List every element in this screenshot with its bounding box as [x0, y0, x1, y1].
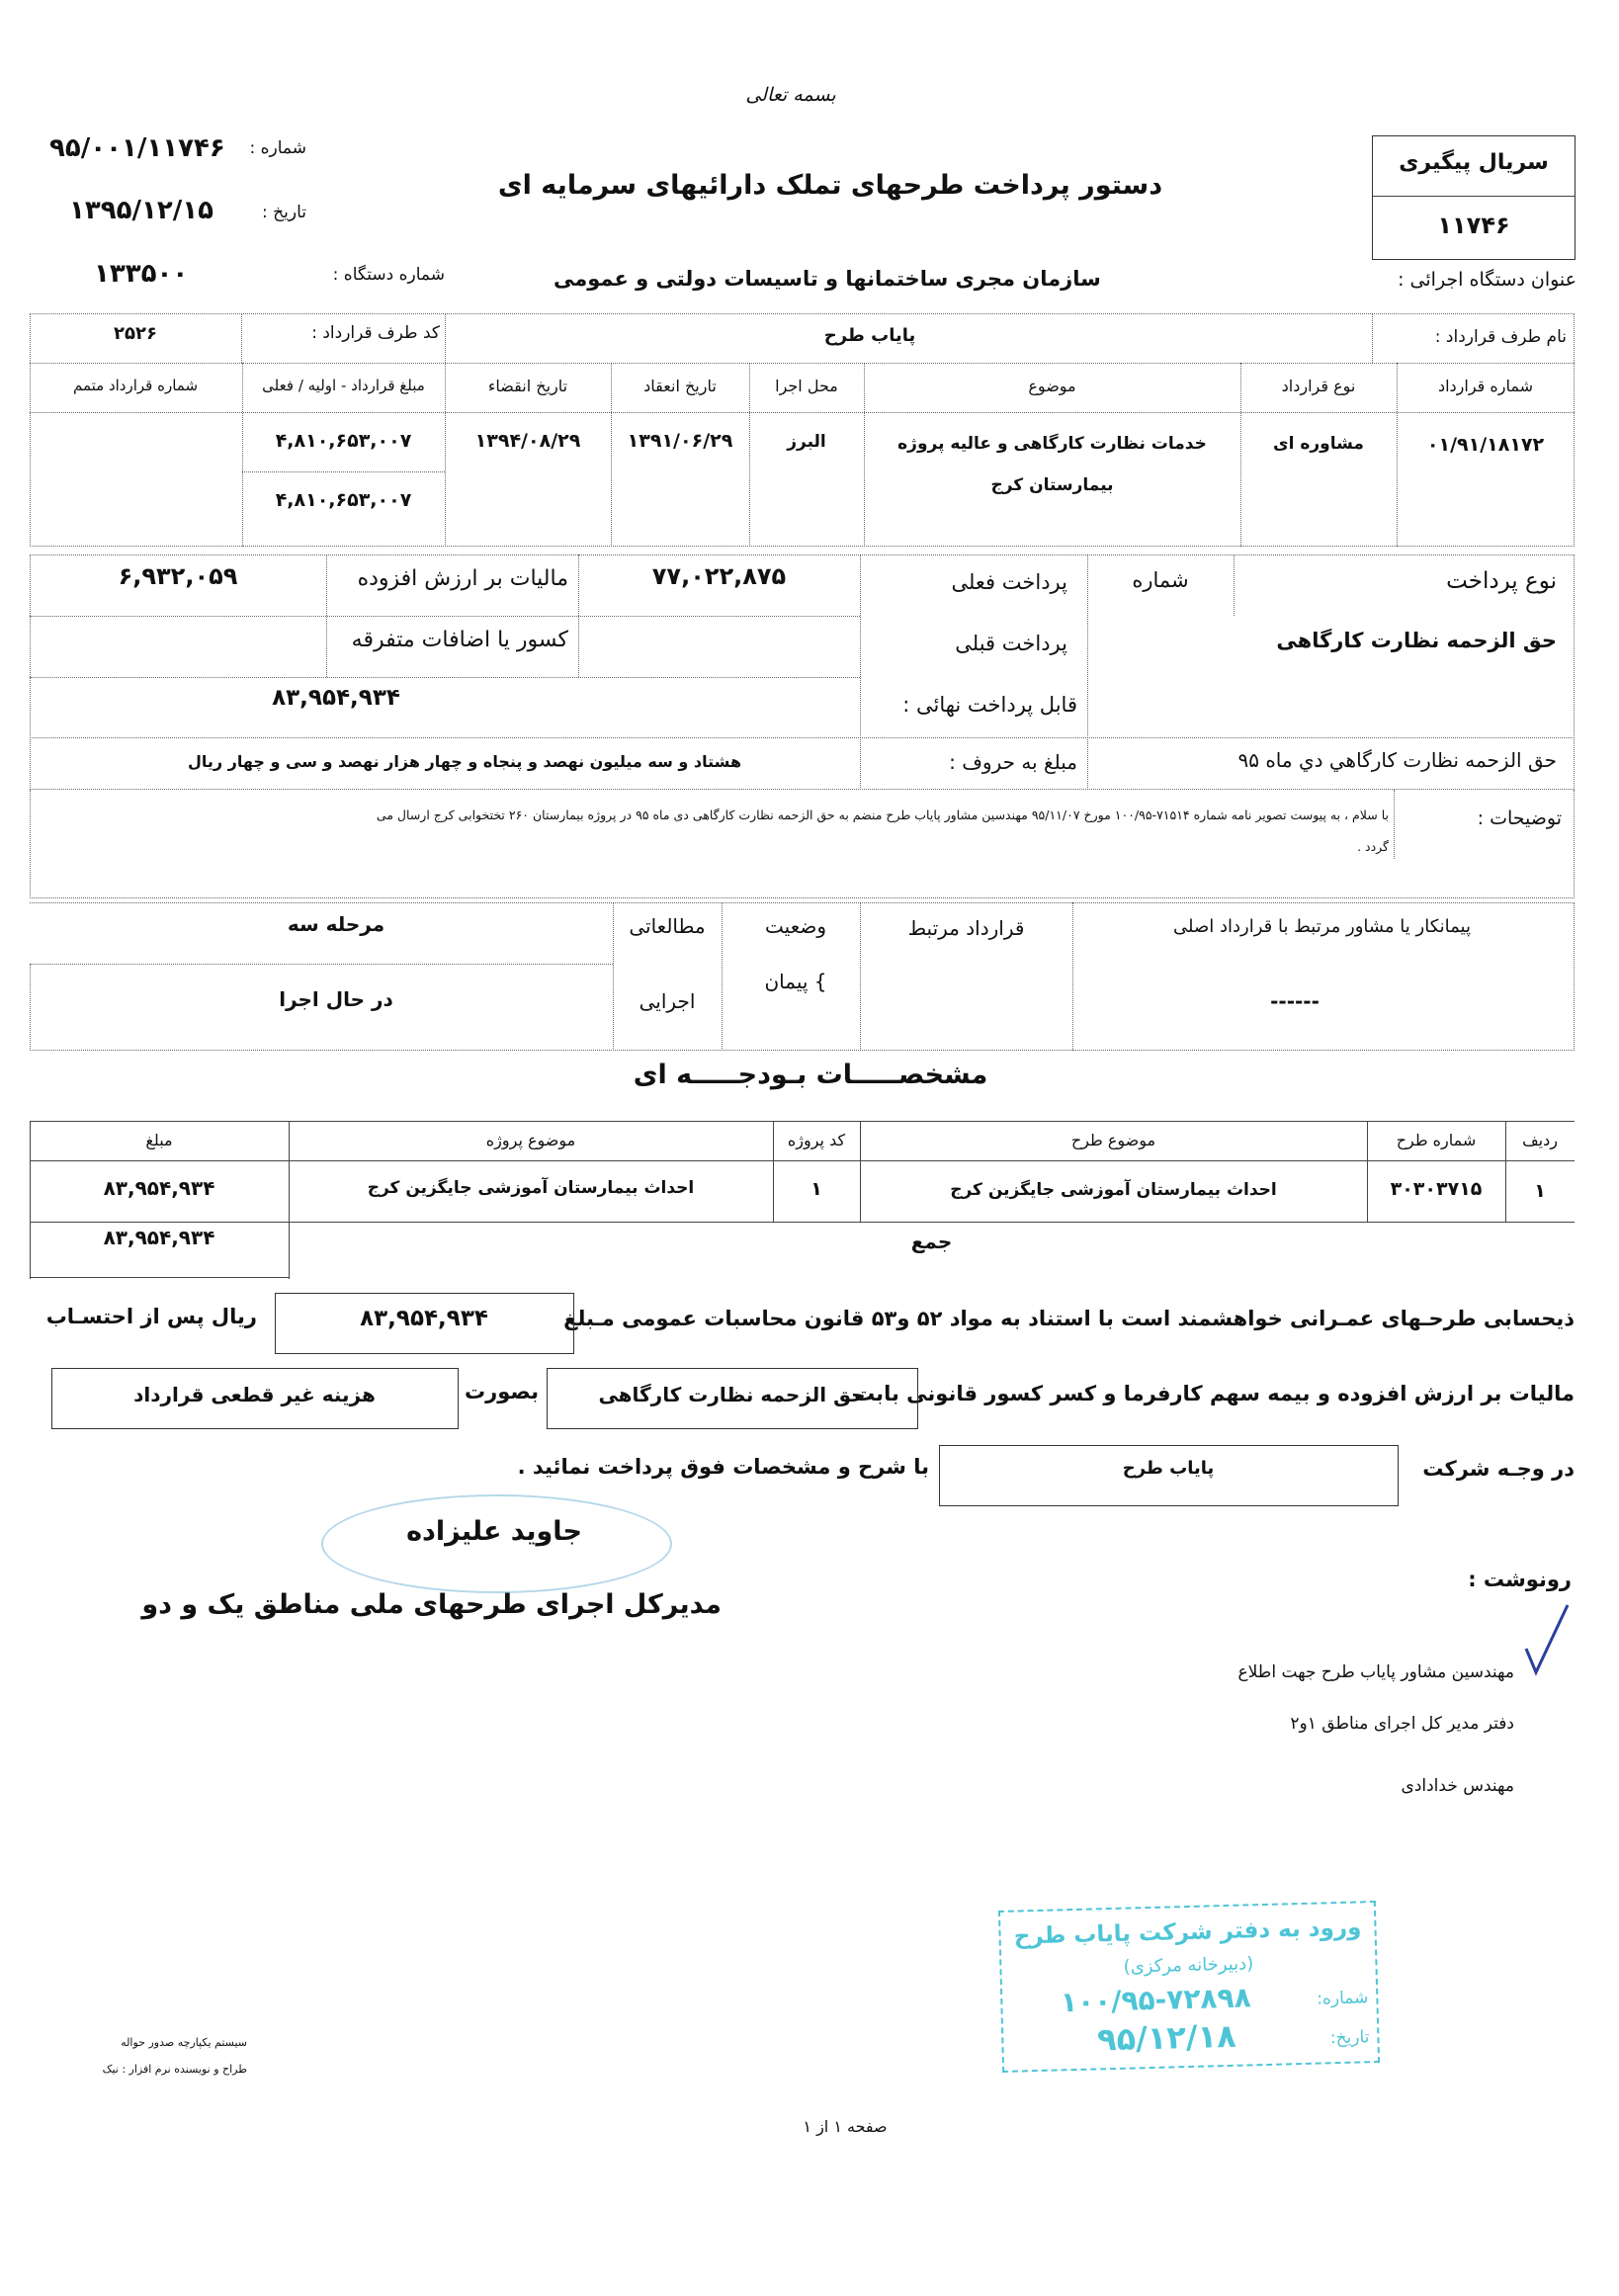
order-line3-prefix: در وجـه شرکت: [1422, 1457, 1575, 1481]
party-name-label: نام طرف قرارداد :: [1434, 327, 1567, 347]
budget-table: [30, 1121, 1575, 1279]
progress-value: در حال اجرا: [279, 987, 393, 1011]
order-line3-suffix: با شرح و مشخصات فوق پرداخت نمائید .: [517, 1455, 929, 1479]
receipt-stamp: [998, 1901, 1380, 2073]
order-line2-text: مالیات بر ارزش افزوده و بیمه سهم کارفرما و کسر کسور قانونی بابت: [853, 1382, 1575, 1405]
order-line1-suffix: ریال پس از احتسـاب: [45, 1305, 257, 1328]
budget-header-project-subject: موضوع پروژه: [485, 1131, 576, 1149]
contract-type-value: مشاوره ای: [1273, 434, 1364, 454]
device-number-value: ۱۳۳۵۰۰: [94, 259, 189, 289]
date-value: ۱۳۹۵/۱۲/۱۵: [69, 196, 213, 225]
budget-header-row: ردیف: [1522, 1131, 1558, 1149]
tracking-serial-box: [1372, 135, 1576, 260]
budget-header-amount: مبلغ: [145, 1131, 173, 1149]
stamp-line2: (دبیرخانه مرکزی): [1123, 1953, 1254, 1978]
system-line2: طراح و نویسنده نرم افزار : نیک: [102, 2063, 247, 2076]
end-date-value: ۱۳۹۴/۰۸/۲۹: [474, 430, 581, 452]
cc-item-2: دفتر مدیر کل اجرای مناطق ۱و۲: [1290, 1714, 1514, 1734]
header-subject: موضوع: [1028, 377, 1076, 395]
check-mark-icon: [1522, 1599, 1572, 1678]
executive-label: عنوان دستگاه اجرائی :: [1398, 269, 1576, 291]
budget-total-value: ۸۳,۹۵۴,۹۳۴: [103, 1226, 215, 1249]
party-code-value: ۲۵۲۶: [114, 323, 157, 344]
main-title: دستور پرداخت طرحهای تملک دارائیهای سرمایه ای: [497, 170, 1163, 201]
header-contract-type: نوع قرارداد: [1281, 377, 1356, 395]
in-words-value: هشتاد و سه میلیون نهصد و پنجاه و چهار هزار نهصد و سی و چهار ریال: [187, 752, 742, 771]
budget-row-amount: ۸۳,۹۵۴,۹۳۴: [103, 1176, 215, 1200]
previous-payment-label: پرداخت قبلی: [955, 632, 1067, 655]
budget-header-plan-number: شماره طرح: [1396, 1131, 1477, 1149]
order-line3-box: پایاب طرح: [1122, 1458, 1215, 1479]
budget-header-plan-subject: موضوع طرح: [1070, 1131, 1156, 1149]
payment-number-label: شماره: [1132, 568, 1189, 592]
order-type-box: [51, 1368, 459, 1429]
tracking-serial-label: سریال پیگیری: [1399, 150, 1549, 175]
status-section: [30, 902, 1575, 1051]
contract-number-value: ۰۱/۹۱/۱۸۱۷۲: [1426, 434, 1545, 456]
budget-row-project-code: ۱: [810, 1178, 822, 1200]
subject-value-line1: خدمات نظارت کارگاهی و عالیه پروژه: [897, 434, 1207, 454]
budget-row-plan-subject: احداث بیمارستان آموزشی جایگزین کرج: [950, 1180, 1277, 1200]
cc-item-3: مهندس خدادادی: [1401, 1776, 1514, 1796]
stamp-line1: ورود به دفتر شرکت پایاب طرح: [1013, 1914, 1362, 1950]
order-amount-box: [275, 1293, 574, 1354]
notes-section: [30, 790, 1575, 898]
budget-row-number: ۱: [1534, 1180, 1546, 1202]
header-location: محل اجرا: [775, 377, 838, 395]
payment-type-label: نوع پرداخت: [1446, 568, 1557, 594]
page-number: صفحه ۱ از ۱: [803, 2117, 888, 2136]
payment-section: [30, 554, 1575, 790]
number-value: ۹۵/۰۰۱/۱۱۷۴۶: [49, 133, 225, 163]
organization: سازمان مجری ساختمانها و تاسیسات دولتی و عمومی: [554, 267, 1101, 291]
budget-title: مشخصـــــات بـودجـــــه ای: [633, 1060, 988, 1090]
payment-type-value: حق الزحمه نظارت کارگاهی: [1276, 629, 1557, 652]
header-end-date: تاریخ انقضاء: [487, 377, 568, 395]
cc-item-1: مهندسین مشاور پایاب طرح جهت اطلاع: [1237, 1662, 1514, 1682]
contractor-label: پیمانکار یا مشاور مرتبط با قرارداد اصلی: [1173, 916, 1471, 937]
header-supplement-number: شماره قرارداد متمم: [72, 377, 199, 394]
order-line2-box: حق الزحمه نظارت کارگاهی: [598, 1383, 866, 1406]
final-payable-label: قابل پرداخت نهائی :: [902, 693, 1077, 717]
executive-type-label: اجرایی: [639, 989, 696, 1013]
payment-description: حق الزحمه نظارت كارگاهي دي ماه ۹۵: [1237, 748, 1557, 772]
header-start-date: تاریخ انعقاد: [643, 377, 717, 395]
budget-total-label: جمع: [910, 1230, 953, 1253]
current-payment-value: ۷۷,۰۲۲,۸۷۵: [651, 562, 787, 590]
contract-table: [30, 313, 1575, 547]
location-value: البرز: [787, 432, 826, 452]
start-date-value: ۱۳۹۱/۰۶/۲۹: [627, 430, 733, 452]
notes-label: توضیحات :: [1477, 808, 1562, 829]
order-line2-middle: بصورت: [465, 1380, 539, 1403]
date-label: تاریخ :: [262, 203, 306, 222]
stamp-number-value: ۱۰۰/۹۵-۷۲۸۹۸: [1060, 1981, 1252, 2019]
party-name-value: پایاب طرح: [823, 325, 916, 346]
stamp-date-value: ۹۵/۱۲/۱۸: [1096, 2016, 1237, 2059]
current-payment-label: پرداخت فعلی: [951, 570, 1067, 594]
order-line1-text: ذیحسابی طرحـهای عمـرانی خواهشمند است با استناد به مواد ۵۲ و۵۳ قانون محاسبات عمومی مـبلغ: [563, 1307, 1575, 1330]
tracking-serial-value: ۱۱۷۴۶: [1437, 212, 1510, 239]
stamp-date-label: تاریخ:: [1329, 2027, 1370, 2049]
notes-line1: با سلام ، به پیوست تصویر نامه شماره ۷۱۵۱۴-۱۰۰/۹۵ مورخ ۹۵/۱۱/۰۷ مهندسین مشاور پایاب طرح منضم به حق الزحمه نظارت کارگاهی دی ماه ۹۵ در پروژه بیمارستان ۲۶۰ تختخوابی کرج ارسال می: [376, 808, 1389, 822]
number-label: شماره :: [249, 138, 306, 158]
subject-value-line2: بیمارستان کرج: [990, 475, 1114, 495]
final-payable-value: ۸۳,۹۵۴,۹۳۴: [272, 685, 400, 711]
budget-row-project-subject: احداث بیمارستان آموزشی جایگزین کرج: [367, 1178, 695, 1198]
system-line1: سیستم یکپارچه صدور حواله: [121, 2036, 247, 2049]
budget-row-plan-number: ۳۰۳۰۳۷۱۵: [1390, 1178, 1483, 1200]
order-company-box: [939, 1445, 1399, 1506]
cc-label: رونوشت :: [1468, 1568, 1572, 1591]
related-contract-label: قرارداد مرتبط: [907, 916, 1025, 940]
contract-label: پیمان {: [764, 970, 827, 993]
party-code-label: کد طرف قرارداد :: [311, 323, 440, 343]
vat-value: ۶,۹۳۲,۰۵۹: [118, 562, 238, 590]
study-label: مطالعاتی: [629, 914, 706, 938]
device-number-label: شماره دستگاه :: [332, 265, 445, 285]
status-label: وضعیت: [765, 914, 826, 938]
vat-label: مالیات بر ارزش افزوده: [357, 566, 568, 591]
contractor-value: ------: [1270, 989, 1320, 1013]
order-line1-amount: ۸۳,۹۵۴,۹۳۴: [360, 1306, 488, 1331]
header-amount: مبلغ قرارداد - اولیه / فعلی: [262, 377, 425, 394]
header-contract-number: شماره قرارداد: [1437, 377, 1534, 395]
in-words-label: مبلغ به حروف :: [949, 750, 1077, 774]
order-subject-box: [547, 1368, 918, 1429]
stamp-number-label: شماره:: [1317, 1988, 1369, 2009]
amount-current-value: ۴,۸۱۰,۶۵۳,۰۰۷: [275, 489, 412, 511]
notes-line2: گردد .: [1357, 839, 1389, 854]
signer-name: جاوید علیزاده: [406, 1516, 582, 1547]
misc-label: کسور یا اضافات متفرقه: [351, 628, 568, 652]
amount-initial-value: ۴,۸۱۰,۶۵۳,۰۰۷: [275, 430, 412, 452]
order-line2-box2: هزینه غیر قطعی قرارداد: [133, 1383, 376, 1406]
stage-value: مرحله سه: [287, 912, 385, 936]
basmala: بسمه تعالی: [745, 84, 836, 106]
signer-title: مدیرکل اجرای طرحهای ملی مناطق یک و دو: [141, 1589, 722, 1620]
budget-header-project-code: کد پروژه: [787, 1131, 846, 1149]
